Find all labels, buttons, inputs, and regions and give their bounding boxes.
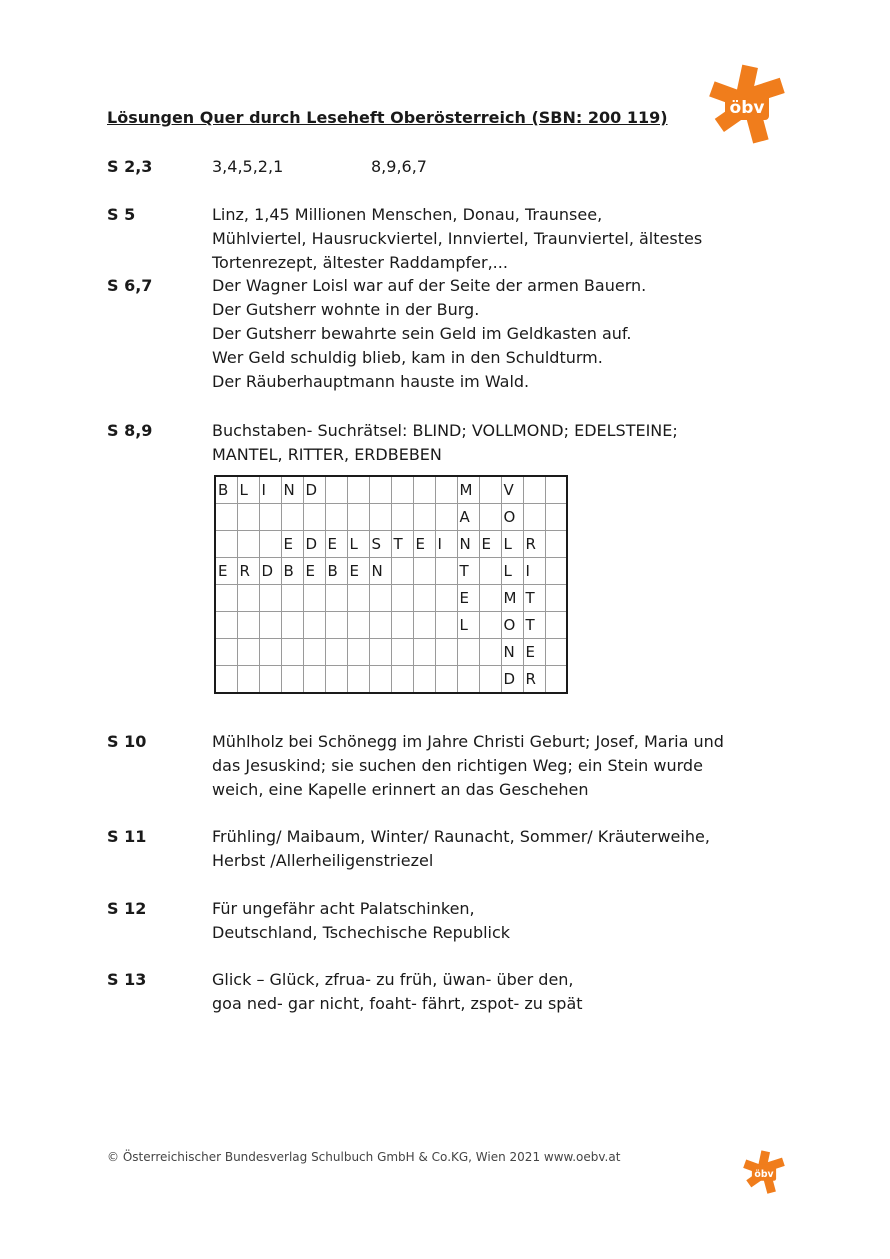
grid-cell	[369, 476, 391, 504]
grid-cell	[303, 639, 325, 666]
grid-cell	[435, 639, 457, 666]
grid-cell: E	[479, 531, 501, 558]
grid-cell	[545, 531, 567, 558]
grid-cell	[545, 639, 567, 666]
grid-cell	[237, 612, 259, 639]
grid-cell	[545, 585, 567, 612]
grid-cell	[259, 639, 281, 666]
grid-cell	[281, 639, 303, 666]
answer-line: Mühlholz bei Schönegg im Jahre Christi Geburt; Josef, Maria und	[212, 732, 724, 751]
grid-cell	[259, 666, 281, 694]
grid-cell: E	[347, 558, 369, 585]
grid-cell: B	[215, 476, 237, 504]
grid-row	[215, 612, 567, 639]
answer-value: 3,4,5,2,1	[212, 157, 284, 176]
section-label: S 13	[107, 970, 147, 989]
grid-cell	[347, 504, 369, 531]
grid-cell	[259, 585, 281, 612]
answer-line: Der Gutsherr bewahrte sein Geld im Geldkasten auf.	[212, 324, 632, 343]
grid-cell: E	[413, 531, 435, 558]
grid-cell	[545, 666, 567, 694]
answer-line: Frühling/ Maibaum, Winter/ Raunacht, Sommer/ Kräuterweihe,	[212, 827, 710, 846]
grid-cell	[479, 666, 501, 694]
grid-cell	[215, 585, 237, 612]
section-label: S 2,3	[107, 157, 153, 176]
copyright-footer: © Österreichischer Bundesverlag Schulbuch GmbH & Co.KG, Wien 2021 www.oebv.at	[107, 1150, 621, 1164]
grid-cell: E	[325, 531, 347, 558]
grid-cell	[347, 639, 369, 666]
grid-cell	[369, 639, 391, 666]
grid-cell	[369, 585, 391, 612]
answer-line: MANTEL, RITTER, ERDBEBEN	[212, 445, 442, 464]
grid-cell	[545, 558, 567, 585]
grid-cell	[413, 585, 435, 612]
answer-line: Linz, 1,45 Millionen Menschen, Donau, Traunsee,	[212, 205, 603, 224]
grid-cell: M	[501, 585, 523, 612]
answer-line: weich, eine Kapelle erinnert an das Geschehen	[212, 780, 589, 799]
grid-cell	[215, 531, 237, 558]
grid-cell: R	[523, 531, 545, 558]
grid-cell	[259, 612, 281, 639]
grid-cell: D	[501, 666, 523, 694]
section-label: S 5	[107, 205, 136, 224]
grid-cell	[347, 666, 369, 694]
grid-cell	[237, 504, 259, 531]
answer-line: Der Gutsherr wohnte in der Burg.	[212, 300, 480, 319]
section-label: S 10	[107, 732, 147, 751]
answer-line: Der Wagner Loisl war auf der Seite der armen Bauern.	[212, 276, 647, 295]
grid-cell	[435, 666, 457, 694]
grid-cell	[545, 612, 567, 639]
grid-cell: B	[281, 558, 303, 585]
grid-cell	[391, 639, 413, 666]
answer-value: 8,9,6,7	[371, 157, 427, 176]
grid-cell	[215, 504, 237, 531]
grid-cell: T	[523, 612, 545, 639]
grid-cell	[259, 531, 281, 558]
svg-text:öbv: öbv	[754, 1168, 774, 1180]
grid-cell	[215, 666, 237, 694]
grid-row	[215, 504, 567, 531]
grid-cell	[237, 585, 259, 612]
grid-cell	[281, 612, 303, 639]
grid-cell	[391, 558, 413, 585]
grid-cell	[347, 612, 369, 639]
grid-cell	[479, 504, 501, 531]
answer-line: Wer Geld schuldig blieb, kam in den Schuldturm.	[212, 348, 603, 367]
grid-cell	[457, 639, 479, 666]
grid-cell	[413, 666, 435, 694]
grid-cell	[303, 504, 325, 531]
grid-cell: E	[523, 639, 545, 666]
grid-cell: M	[457, 476, 479, 504]
answer-line: goa ned- gar nicht, foaht- fährt, zspot- zu spät	[212, 994, 583, 1013]
grid-cell	[413, 612, 435, 639]
grid-cell	[391, 504, 413, 531]
grid-row	[215, 639, 567, 666]
svg-text:öbv: öbv	[729, 98, 765, 118]
grid-cell: T	[523, 585, 545, 612]
grid-cell	[237, 531, 259, 558]
grid-row	[215, 531, 567, 558]
grid-cell	[479, 558, 501, 585]
answer-line: Für ungefähr acht Palatschinken,	[212, 899, 475, 918]
answer-line: Mühlviertel, Hausruckviertel, Innviertel, Traunviertel, ältestes	[212, 229, 703, 248]
grid-cell	[281, 585, 303, 612]
grid-cell: N	[457, 531, 479, 558]
grid-cell: L	[347, 531, 369, 558]
grid-cell	[369, 666, 391, 694]
grid-cell: O	[501, 504, 523, 531]
grid-cell: S	[369, 531, 391, 558]
grid-cell	[413, 476, 435, 504]
grid-cell	[413, 504, 435, 531]
answer-line: Der Räuberhauptmann hauste im Wald.	[212, 372, 530, 391]
grid-cell	[369, 612, 391, 639]
grid-cell	[303, 585, 325, 612]
grid-cell: T	[457, 558, 479, 585]
section-label: S 8,9	[107, 421, 153, 440]
grid-cell: R	[237, 558, 259, 585]
grid-cell: I	[523, 558, 545, 585]
grid-cell	[435, 476, 457, 504]
grid-cell: R	[523, 666, 545, 694]
grid-cell	[479, 476, 501, 504]
word-search-grid	[214, 475, 568, 694]
grid-cell	[303, 612, 325, 639]
grid-cell	[325, 639, 347, 666]
grid-row	[215, 476, 567, 504]
grid-cell	[215, 639, 237, 666]
grid-cell	[545, 504, 567, 531]
grid-cell: L	[237, 476, 259, 504]
grid-cell: N	[369, 558, 391, 585]
grid-cell	[523, 504, 545, 531]
grid-cell: T	[391, 531, 413, 558]
grid-cell: N	[501, 639, 523, 666]
grid-cell	[391, 666, 413, 694]
grid-cell	[435, 558, 457, 585]
grid-cell	[259, 504, 281, 531]
answer-line: Deutschland, Tschechische Republick	[212, 923, 511, 942]
grid-cell	[391, 612, 413, 639]
grid-cell: I	[435, 531, 457, 558]
page-title: Lösungen Quer durch Leseheft Oberösterreich (SBN: 200 119)	[107, 108, 668, 127]
grid-cell	[479, 612, 501, 639]
grid-cell: L	[501, 558, 523, 585]
grid-cell	[215, 612, 237, 639]
grid-cell	[347, 476, 369, 504]
grid-cell	[325, 612, 347, 639]
oebv-logo-small	[743, 1150, 785, 1194]
section-label: S 12	[107, 899, 147, 918]
answer-line: Herbst /Allerheiligenstriezel	[212, 851, 434, 870]
grid-cell: E	[215, 558, 237, 585]
grid-cell: I	[259, 476, 281, 504]
answer-line: Tortenrezept, ältester Raddampfer,...	[212, 253, 508, 272]
grid-cell	[325, 504, 347, 531]
grid-cell	[281, 504, 303, 531]
grid-cell: E	[457, 585, 479, 612]
answer-line: Glick – Glück, zfrua- zu früh, üwan- über den,	[212, 970, 574, 989]
grid-cell	[435, 612, 457, 639]
grid-cell	[479, 639, 501, 666]
grid-cell: D	[303, 531, 325, 558]
grid-row	[215, 666, 567, 694]
section-label: S 6,7	[107, 276, 153, 295]
grid-cell	[391, 585, 413, 612]
grid-cell	[413, 639, 435, 666]
grid-cell	[237, 639, 259, 666]
grid-cell: L	[501, 531, 523, 558]
grid-cell	[325, 666, 347, 694]
grid-cell: E	[303, 558, 325, 585]
answer-line: Buchstaben- Suchrätsel: BLIND; VOLLMOND; EDELSTEINE;	[212, 421, 678, 440]
grid-cell: A	[457, 504, 479, 531]
grid-cell: O	[501, 612, 523, 639]
grid-cell	[479, 585, 501, 612]
grid-cell	[347, 585, 369, 612]
grid-cell	[523, 476, 545, 504]
grid-cell	[325, 585, 347, 612]
grid-cell	[435, 585, 457, 612]
grid-cell: D	[259, 558, 281, 585]
grid-row	[215, 558, 567, 585]
oebv-logo	[709, 64, 785, 144]
grid-cell	[325, 476, 347, 504]
grid-cell	[413, 558, 435, 585]
grid-cell	[457, 666, 479, 694]
grid-cell	[435, 504, 457, 531]
grid-cell: D	[303, 476, 325, 504]
section-label: S 11	[107, 827, 147, 846]
grid-cell: B	[325, 558, 347, 585]
grid-cell: N	[281, 476, 303, 504]
grid-cell	[369, 504, 391, 531]
grid-cell	[303, 666, 325, 694]
grid-cell: V	[501, 476, 523, 504]
grid-cell: L	[457, 612, 479, 639]
grid-cell	[281, 666, 303, 694]
grid-cell	[391, 476, 413, 504]
grid-row	[215, 585, 567, 612]
grid-cell	[545, 476, 567, 504]
grid-cell	[237, 666, 259, 694]
grid-cell: E	[281, 531, 303, 558]
answer-line: das Jesuskind; sie suchen den richtigen Weg; ein Stein wurde	[212, 756, 703, 775]
